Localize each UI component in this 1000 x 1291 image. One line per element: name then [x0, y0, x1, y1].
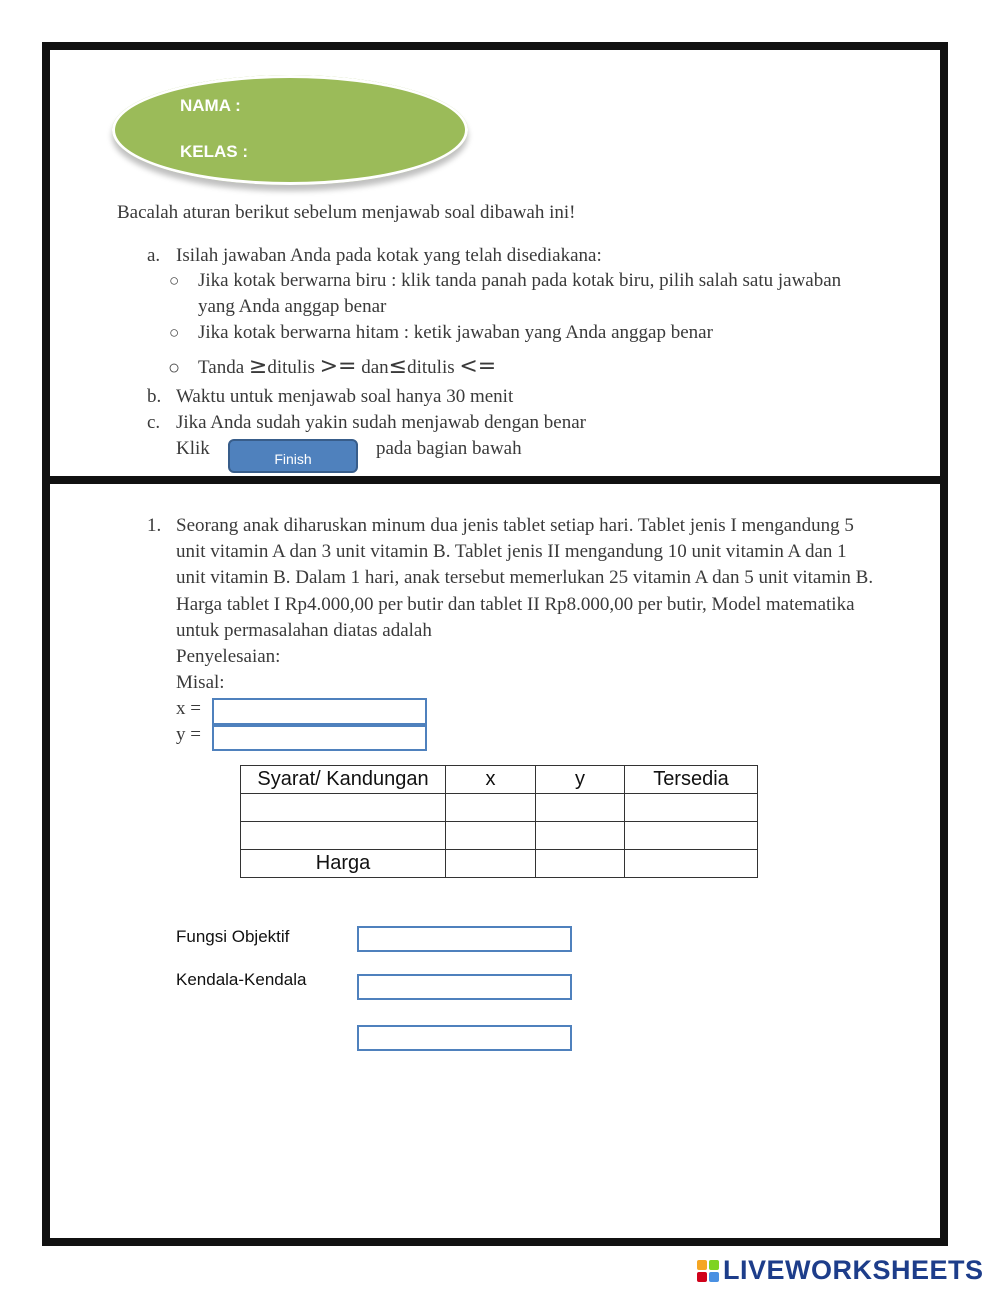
- x-input[interactable]: [212, 698, 427, 725]
- y-label: y =: [176, 724, 201, 745]
- table-cell[interactable]: [625, 850, 758, 878]
- finish-button[interactable]: Finish: [228, 439, 358, 473]
- penyelesaian-label: Penyelesaian:: [176, 646, 281, 667]
- bullet-1-icon: ○: [169, 271, 180, 290]
- table-row: [241, 794, 758, 822]
- sub3-dan: dan: [361, 357, 389, 378]
- misal-label: Misal:: [176, 672, 225, 693]
- item-b-text: Waktu untuk menjawab soal hanya 30 menit: [176, 386, 514, 407]
- item-c-text: Jika Anda sudah yakin sudah menjawab dengan benar: [176, 412, 586, 433]
- table-cell[interactable]: [446, 794, 536, 822]
- requirements-table: [240, 765, 758, 878]
- table-cell[interactable]: [241, 794, 446, 822]
- fungsi-objektif-input[interactable]: [357, 926, 572, 952]
- le-code: <=: [459, 354, 497, 379]
- table-cell[interactable]: [536, 822, 625, 850]
- ge-symbol: ≥: [248, 354, 268, 379]
- harga-cell: Harga: [241, 850, 446, 878]
- sub3-line: [198, 354, 496, 381]
- y-input[interactable]: [212, 725, 427, 751]
- brand-name: LIVEWORKSHEETS: [723, 1255, 984, 1285]
- logo-blocks-icon: [697, 1260, 719, 1282]
- kelas-label: KELAS :: [180, 142, 248, 161]
- sub1-line2: yang Anda anggap benar: [198, 296, 387, 317]
- table-cell[interactable]: [536, 794, 625, 822]
- table-cell[interactable]: [625, 794, 758, 822]
- x-label: x =: [176, 698, 201, 719]
- name-class-badge: [112, 75, 468, 185]
- header-y: y: [536, 766, 625, 794]
- question-number: 1.: [147, 515, 162, 536]
- bullet-2-icon: ○: [169, 323, 180, 342]
- item-b-marker: b.: [147, 386, 162, 407]
- section-divider: [42, 476, 944, 484]
- item-a-text: Isilah jawaban Anda pada kotak yang telah disediakana:: [176, 245, 602, 266]
- liveworksheets-logo: [697, 1255, 984, 1286]
- le-symbol: ≤: [388, 354, 408, 379]
- kendala-label: Kendala-Kendala: [176, 970, 307, 989]
- sub3-ditulis-2: ditulis: [407, 357, 455, 378]
- sub3-ditulis-1: ditulis: [267, 357, 315, 378]
- question-text: Seorang anak diharuskan minum dua jenis tablet setiap hari. Tablet jenis I mengandung 5 unit vitamin A dan 3 unit vitamin B. Tablet jenis II mengandung 10 unit vitamin A dan 1 unit vitamin B. Dalam 1 hari, anak tersebut memerlukan 25 vitamin A dan 5 unit vitamin B. Harga tablet I Rp4.000,00 per butir dan tablet II Rp8.000,00 per butir, Model matematika untuk permasalahan diatas adalah: [176, 515, 874, 641]
- table-cell[interactable]: [446, 822, 536, 850]
- item-c-marker: c.: [147, 412, 161, 433]
- pada-bawah-label: pada bagian bawah: [376, 438, 522, 459]
- table-row: [241, 822, 758, 850]
- header-tersedia: Tersedia: [625, 766, 758, 794]
- table-cell[interactable]: [446, 850, 536, 878]
- instructions-intro: Bacalah aturan berikut sebelum menjawab soal dibawah ini!: [117, 202, 576, 223]
- nama-label: NAMA :: [180, 96, 241, 115]
- item-a-marker: a.: [147, 245, 161, 266]
- kendala-input-2[interactable]: [357, 1025, 572, 1051]
- klik-label: Klik: [176, 438, 210, 459]
- ge-code: >=: [319, 354, 357, 379]
- sub1-line1: Jika kotak berwarna biru : klik tanda panah pada kotak biru, pilih salah satu jawaban: [198, 270, 842, 291]
- header-x: x: [446, 766, 536, 794]
- sub2-text: Jika kotak berwarna hitam : ketik jawaban yang Anda anggap benar: [198, 322, 713, 343]
- table-header-row: [241, 766, 758, 794]
- table-cell[interactable]: [536, 850, 625, 878]
- sub3-tanda: Tanda: [198, 357, 245, 378]
- table-cell[interactable]: [241, 822, 446, 850]
- bullet-3-icon: ○: [168, 357, 181, 379]
- table-cell[interactable]: [625, 822, 758, 850]
- fungsi-objektif-label: Fungsi Objektif: [176, 927, 290, 946]
- kendala-input-1[interactable]: [357, 974, 572, 1000]
- table-row: [241, 850, 758, 878]
- header-syarat: Syarat/ Kandungan: [241, 766, 446, 794]
